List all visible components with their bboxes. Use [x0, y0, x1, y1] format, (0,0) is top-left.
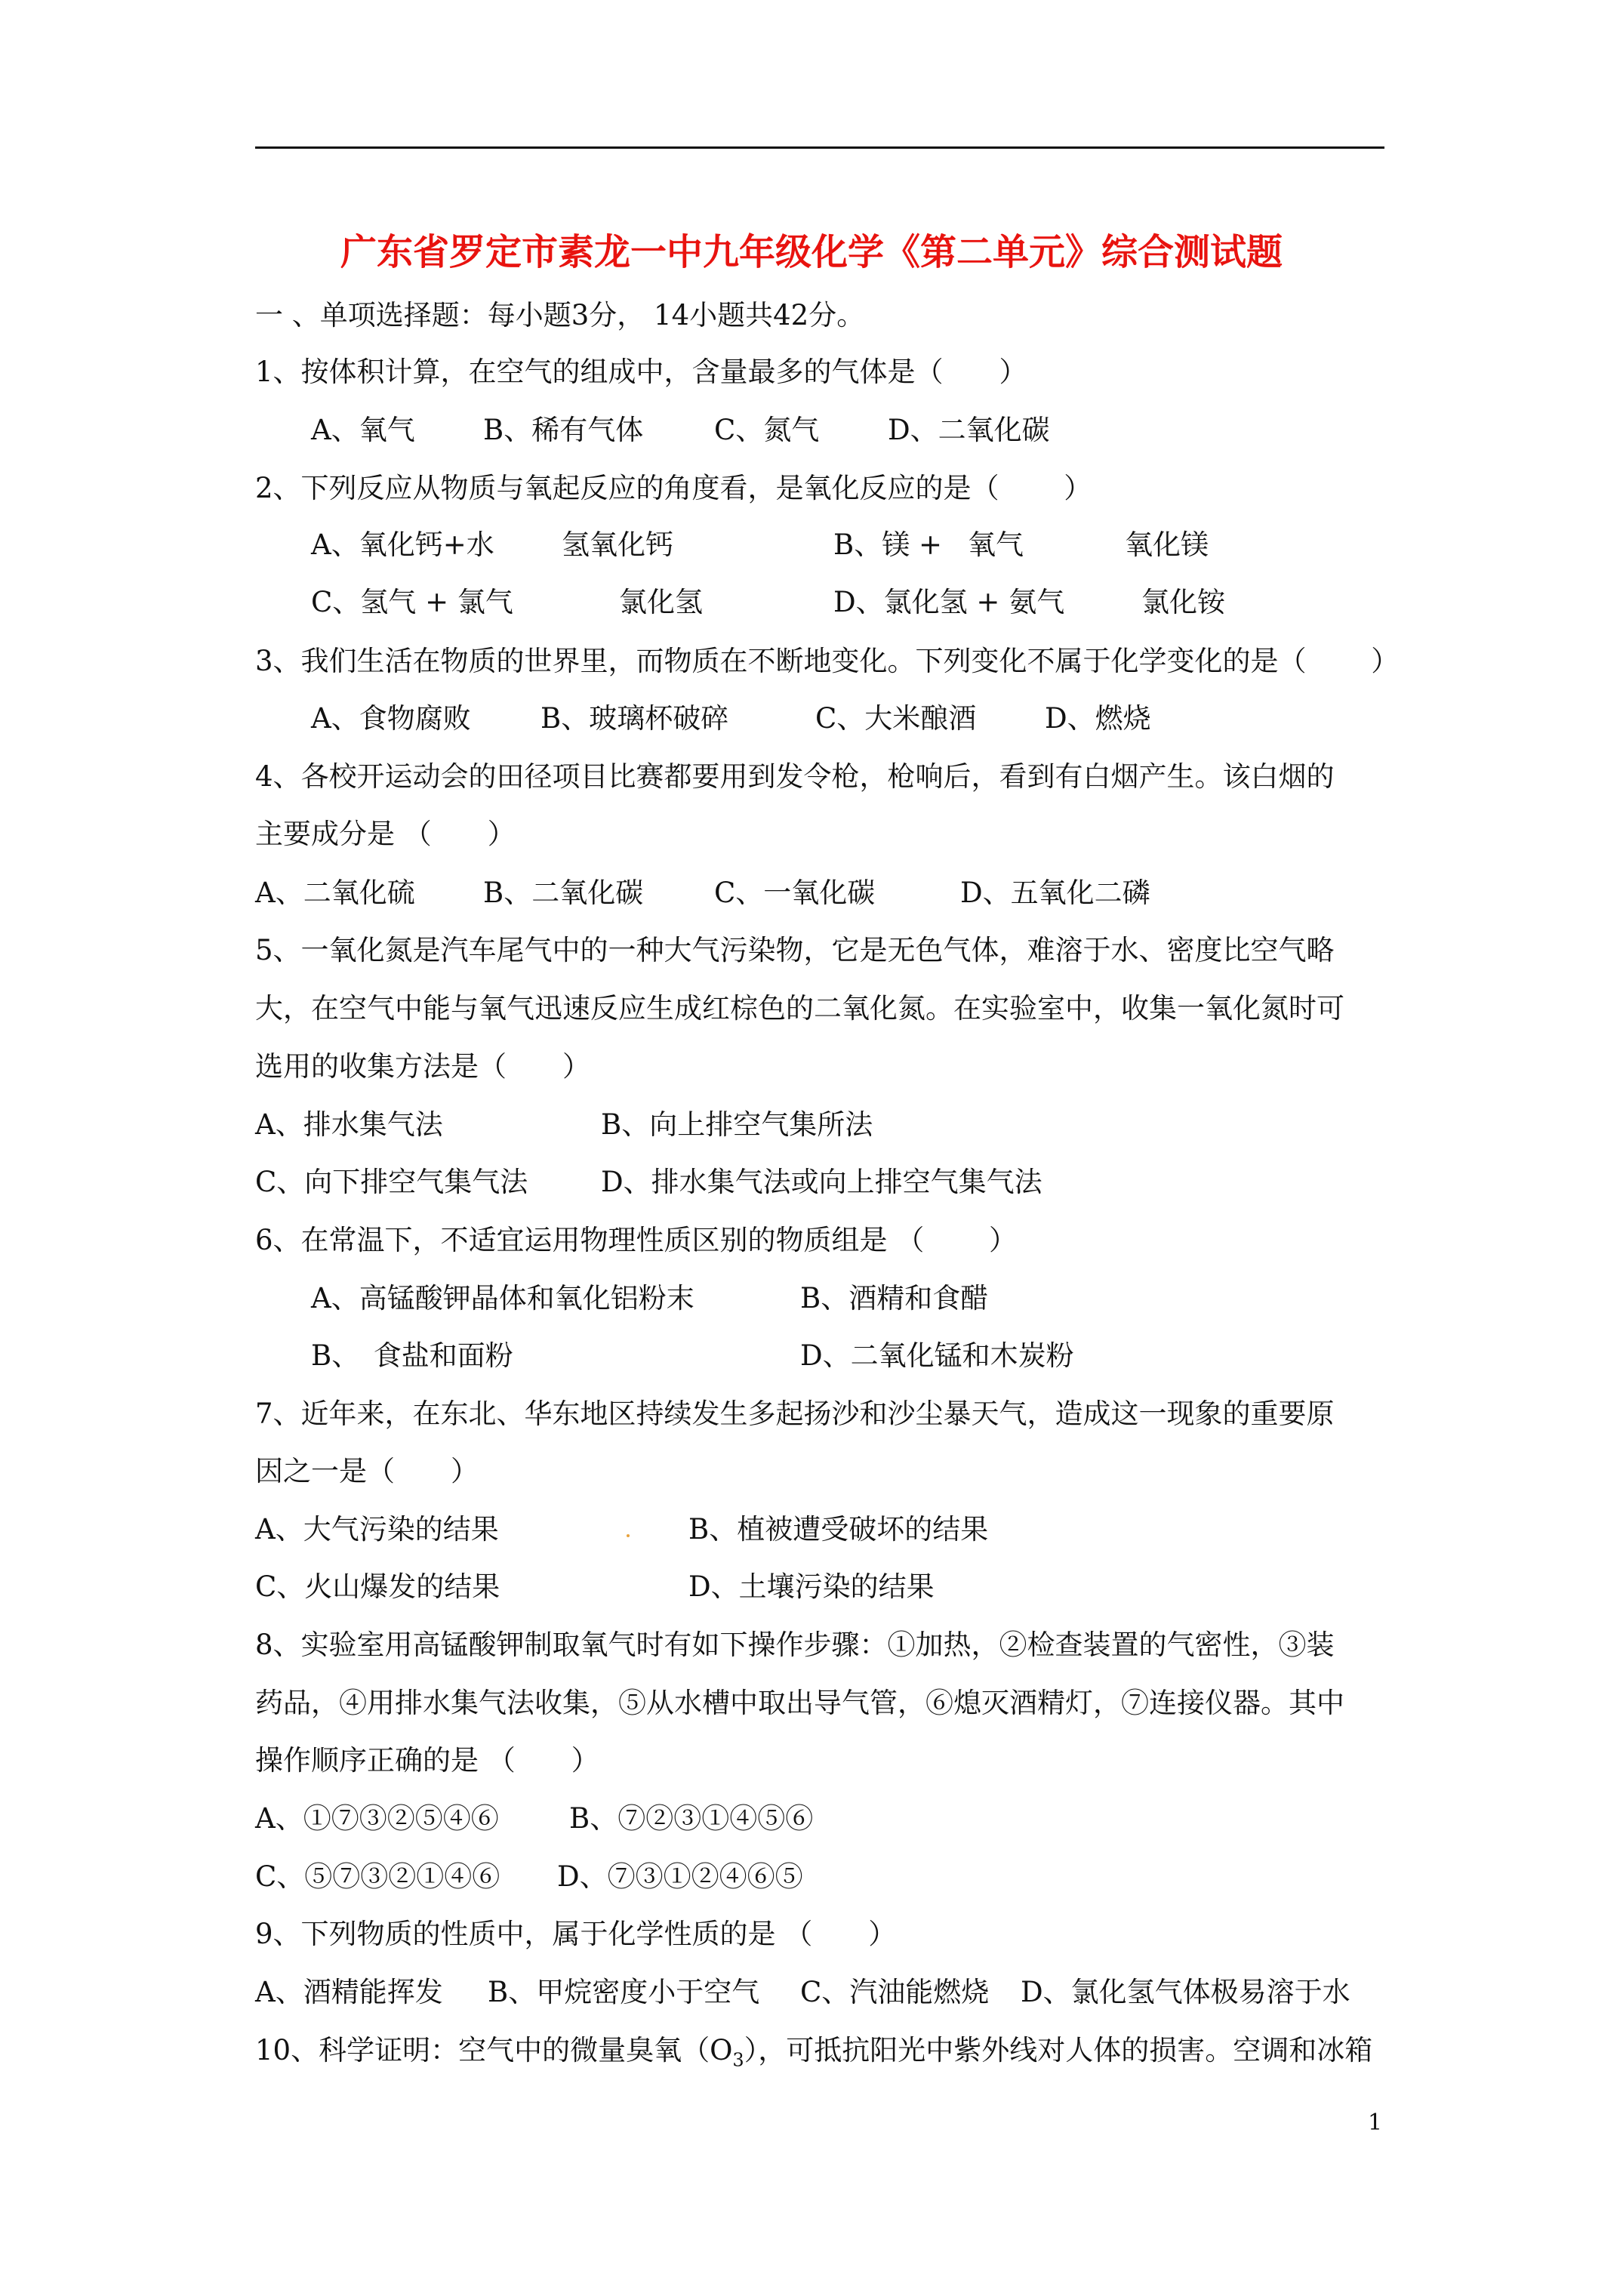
- q7-option-d: D、土壤污染的结果: [688, 1570, 935, 1603]
- q5-option-a: A、排水集气法: [255, 1108, 443, 1141]
- q6-option-b: B、酒精和食醋: [800, 1282, 989, 1314]
- q1-option-c: C、氮气: [714, 414, 820, 446]
- section-heading: 一 、单项选择题：每小题3分， 14小题共42分。: [255, 299, 865, 331]
- q2-option-a-reactants: A、氧化钙+水: [311, 529, 494, 561]
- q1-option-b: B、稀有气体: [483, 414, 644, 446]
- q9-option-a: A、酒精能挥发: [255, 1976, 443, 2008]
- q8-option-a: A、①⑦③②⑤④⑥: [255, 1802, 499, 1835]
- question-4-stem-cont: 主要成分是 （ ）: [255, 818, 516, 850]
- q2-option-b-reactant-2: 氧气: [968, 529, 1024, 561]
- page-number: 1: [1368, 2110, 1383, 2136]
- q3-option-b: B、玻璃杯破碎: [540, 702, 729, 735]
- question-8-stem-cont-2: 操作顺序正确的是 （ ）: [255, 1744, 599, 1777]
- question-9-stem: 9、下列物质的性质中，属于化学性质的是 （ ）: [255, 1918, 897, 1950]
- q3-option-a: A、食物腐败: [311, 702, 471, 735]
- q6-option-d: D、二氧化锰和木炭粉: [800, 1339, 1074, 1372]
- q4-option-a: A、二氧化硫: [255, 877, 415, 909]
- q8-option-d: D、⑦③①②④⑥⑤: [557, 1860, 803, 1893]
- q2-option-d-product: 氯化铵: [1141, 586, 1225, 618]
- q8-option-b: B、⑦②③①④⑤⑥: [569, 1802, 814, 1835]
- q8-option-c: C、⑤⑦③②①④⑥: [255, 1860, 500, 1893]
- q7-option-b: B、植被遭受破坏的结果: [688, 1513, 989, 1546]
- q9-option-c: C、汽油能燃烧: [800, 1976, 990, 2008]
- question-4-stem: 4、各校开运动会的田径项目比赛都要用到发令枪，枪响后，看到有白烟产生。该白烟的: [255, 760, 1335, 793]
- question-5-stem-cont: 大，在空气中能与氧气迅速反应生成红棕色的二氧化氮。在实验室中，收集一氧化氮时可: [255, 992, 1344, 1025]
- stray-mark: [627, 1534, 630, 1537]
- question-5-stem-cont-2: 选用的收集方法是（ ）: [255, 1050, 590, 1083]
- question-2-stem: 2、下列反应从物质与氧起反应的角度看，是氧化反应的是（ ）: [255, 472, 1092, 504]
- question-5-stem: 5、一氧化氮是汽车尾气中的一种大气污染物，它是无色气体，难溶于水、密度比空气略: [255, 934, 1335, 966]
- question-8-stem: 8、实验室用高锰酸钾制取氧气时有如下操作步骤：①加热，②检查装置的气密性，③装: [255, 1629, 1335, 1661]
- q9-option-b: B、甲烷密度小于空气: [488, 1976, 760, 2008]
- q2-option-c-reactants: C、氢气 + 氯气: [311, 586, 513, 618]
- q2-option-a-product: 氢氧化钙: [562, 529, 673, 561]
- q10-text-start: 10、科学证明：空气中的微量臭氧（O: [255, 2034, 733, 2066]
- q4-option-b: B、二氧化碳: [483, 877, 644, 909]
- q4-option-d: D、五氧化二磷: [960, 877, 1150, 909]
- q7-option-a: A、大气污染的结果: [255, 1513, 499, 1546]
- q3-option-d: D、燃烧: [1045, 702, 1151, 735]
- q2-option-c-product: 氯化氢: [619, 586, 703, 618]
- q5-option-b: B、向上排空气集所法: [601, 1108, 873, 1141]
- question-3-stem: 3、我们生活在物质的世界里，而物质在不断地变化。下列变化不属于化学变化的是（ ）: [255, 645, 1400, 677]
- question-8-stem-cont: 药品，④用排水集气法收集，⑤从水槽中取出导气管，⑥熄灭酒精灯，⑦连接仪器。其中: [255, 1687, 1344, 1719]
- question-1-stem: 1、按体积计算，在空气的组成中，含量最多的气体是（ ）: [255, 356, 1027, 388]
- q3-option-c: C、大米酿酒: [815, 702, 977, 735]
- q10-text-end: ），可抵抗阳光中紫外线对人体的损害。空调和冰箱: [744, 2034, 1373, 2066]
- question-7-stem-cont: 因之一是（ ）: [255, 1455, 479, 1487]
- q2-option-d-reactants: D、氯化氢 + 氨气: [833, 586, 1065, 618]
- q5-option-d: D、排水集气法或向上排空气集气法: [601, 1166, 1042, 1198]
- q4-option-c: C、一氧化碳: [714, 877, 876, 909]
- q9-option-d: D、氯化氢气体极易溶于水: [1021, 1976, 1350, 2008]
- q2-option-b-product: 氧化镁: [1125, 529, 1209, 561]
- ozone-subscript: 3: [732, 2049, 744, 2071]
- q2-option-b-reactant: B、镁 +: [833, 529, 942, 561]
- question-10-stem: [255, 2032, 1372, 2079]
- page-title: 广东省罗定市素龙一中九年级化学《第二单元》综合测试题: [340, 231, 1283, 273]
- q6-option-a: A、高锰酸钾晶体和氧化铝粉末: [311, 1282, 694, 1314]
- q6-option-c: B、 食盐和面粉: [311, 1339, 513, 1372]
- q1-option-d: D、二氧化碳: [888, 414, 1050, 446]
- header-rule: [255, 146, 1384, 149]
- question-7-stem: 7、近年来，在东北、华东地区持续发生多起扬沙和沙尘暴天气，造成这一现象的重要原: [255, 1398, 1335, 1430]
- q5-option-c: C、向下排空气集气法: [255, 1166, 528, 1198]
- q1-option-a: A、氧气: [311, 414, 415, 446]
- question-6-stem: 6、在常温下，不适宜运用物理性质区别的物质组是 （ ）: [255, 1224, 1018, 1256]
- q7-option-c: C、火山爆发的结果: [255, 1570, 500, 1603]
